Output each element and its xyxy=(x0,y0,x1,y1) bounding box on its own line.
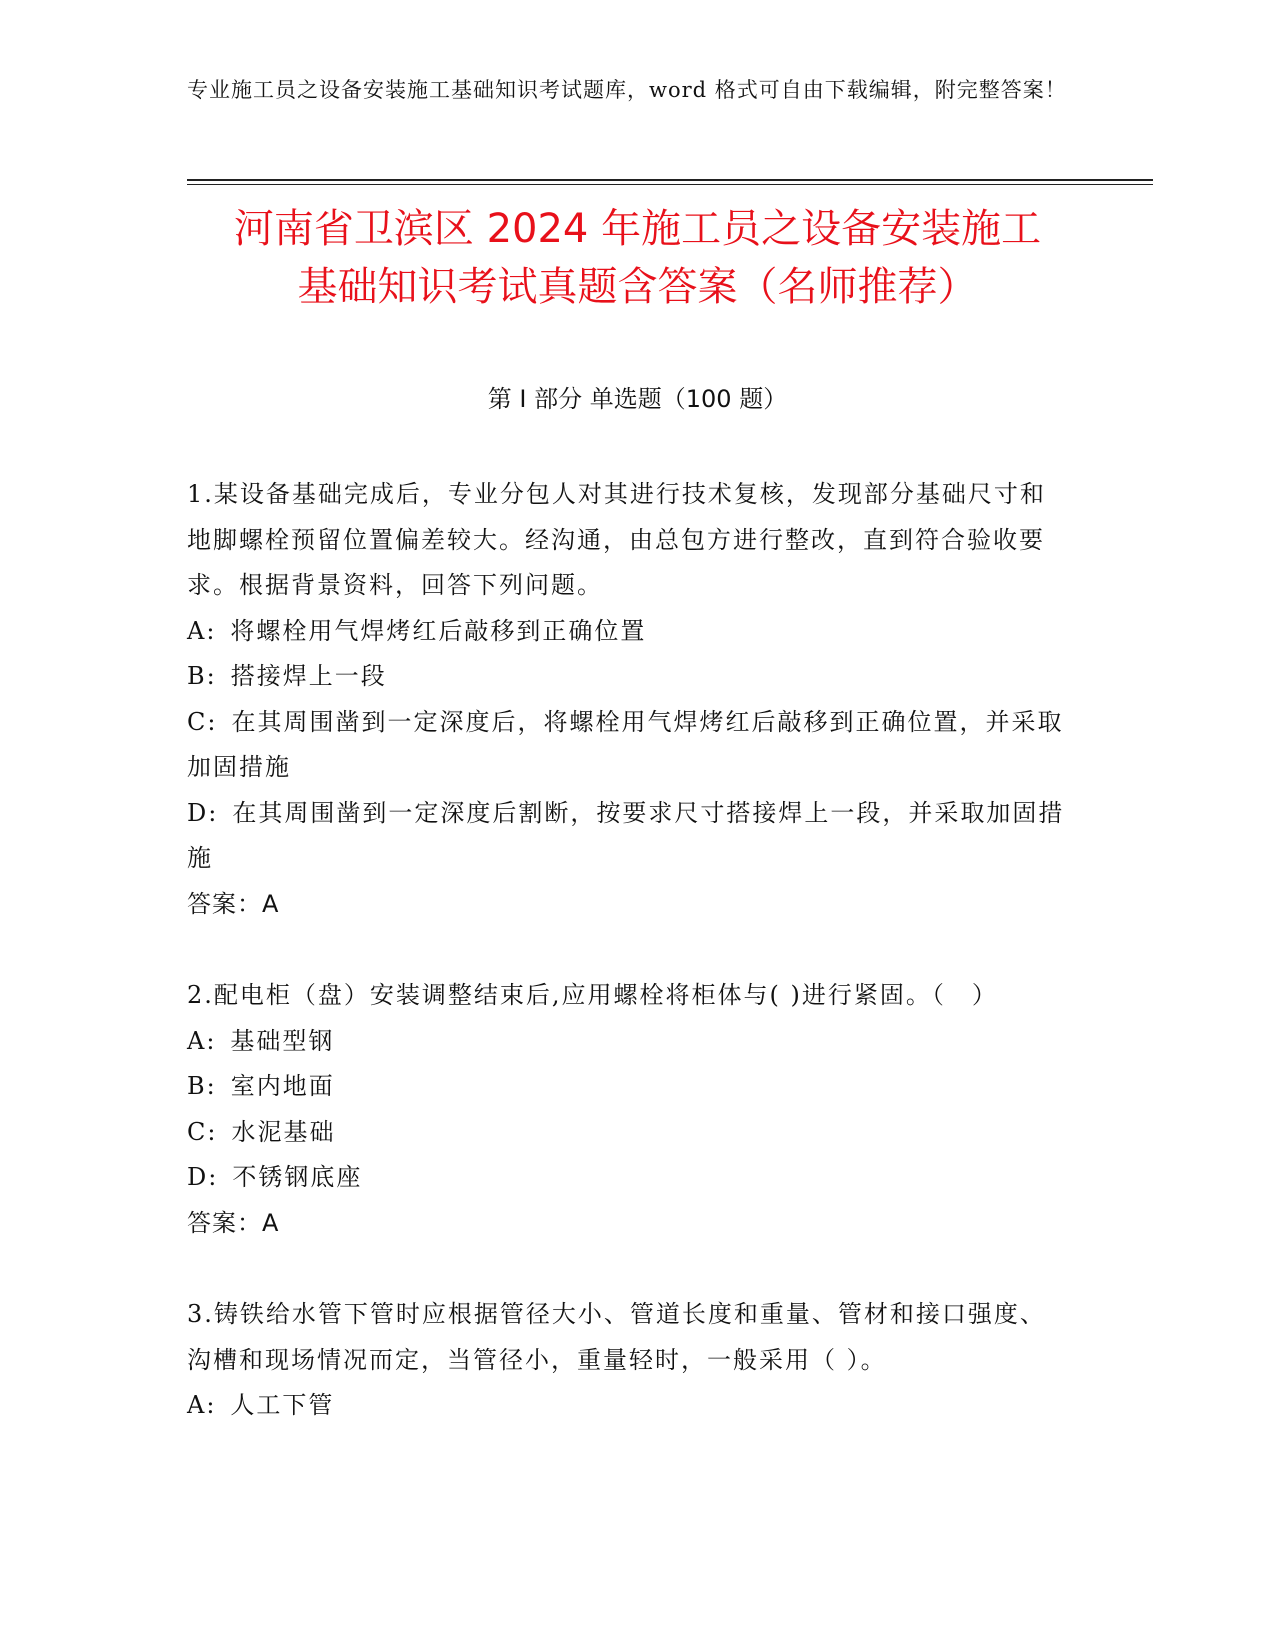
option-text: 室内地面 xyxy=(230,1072,335,1100)
option-b xyxy=(187,654,1067,700)
option-letter: B: xyxy=(187,662,217,690)
option-d xyxy=(187,1155,1067,1201)
question-stem: 3.铸铁给水管下管时应根据管径大小、管道长度和重量、管材和接口强度、沟槽和现场情况而定，当管径小，重量轻时，一般采用（ ）。 xyxy=(187,1300,1046,1374)
option-letter: A: xyxy=(187,1026,217,1055)
answer-label: 答案：A xyxy=(187,889,280,918)
question-item xyxy=(187,472,1067,927)
question-list xyxy=(187,472,1067,1475)
option-letter: C: xyxy=(187,1117,218,1146)
option-text: 不锈钢底座 xyxy=(232,1163,363,1191)
header-divider xyxy=(187,179,1153,181)
section-heading: 第 I 部分 单选题（100 题） xyxy=(487,385,788,413)
option-letter: C: xyxy=(187,707,218,736)
option-text: 水泥基础 xyxy=(231,1117,336,1146)
option-text: 在其周围凿到一定深度后割断，按要求尺寸搭接焊上一段，并采取加固措施 xyxy=(187,798,1065,872)
question-stem: 2.配电柜（盘）安装调整结束后,应用螺栓将柜体与( )进行紧固。（ ） xyxy=(187,981,998,1009)
option-a xyxy=(187,1383,1067,1429)
document-title xyxy=(150,200,1125,316)
question-stem: 1.某设备基础完成后，专业分包人对其进行技术复核，发现部分基础尺寸和地脚螺栓预留位置偏差较大。经沟通，由总包方进行整改，直到符合验收要求。根据背景资料，回答下列问题。 xyxy=(187,480,1046,599)
option-letter: A: xyxy=(187,616,217,645)
option-letter: B: xyxy=(187,1072,217,1100)
option-d xyxy=(187,791,1067,882)
option-text: 搭接焊上一段 xyxy=(230,662,387,690)
option-letter: D: xyxy=(187,1163,219,1191)
option-a xyxy=(187,1019,1067,1065)
option-b xyxy=(187,1064,1067,1110)
option-c xyxy=(187,1110,1067,1156)
option-letter: A: xyxy=(187,1391,217,1419)
header-note: 专业施工员之设备安装施工基础知识考试题库，word 格式可自由下载编辑，附完整答案！ xyxy=(187,78,1067,102)
title-line-2: 基础知识考试真题含答案（名师推荐） xyxy=(297,264,978,310)
option-a xyxy=(187,609,1067,655)
answer-label: 答案：A xyxy=(187,1208,280,1237)
question-item xyxy=(187,1292,1067,1429)
header-divider-thin xyxy=(187,184,1153,185)
option-text: 将螺栓用气焊烤红后敲移到正确位置 xyxy=(230,616,647,645)
option-text: 基础型钢 xyxy=(230,1026,335,1055)
title-line-1: 河南省卫滨区 2024 年施工员之设备安装施工 xyxy=(233,206,1042,252)
question-item xyxy=(187,973,1067,1246)
option-c xyxy=(187,700,1067,791)
option-letter: D: xyxy=(187,798,219,827)
option-text: 在其周围凿到一定深度后，将螺栓用气焊烤红后敲移到正确位置，并采取加固措施 xyxy=(187,707,1064,781)
option-text: 人工下管 xyxy=(230,1391,335,1419)
